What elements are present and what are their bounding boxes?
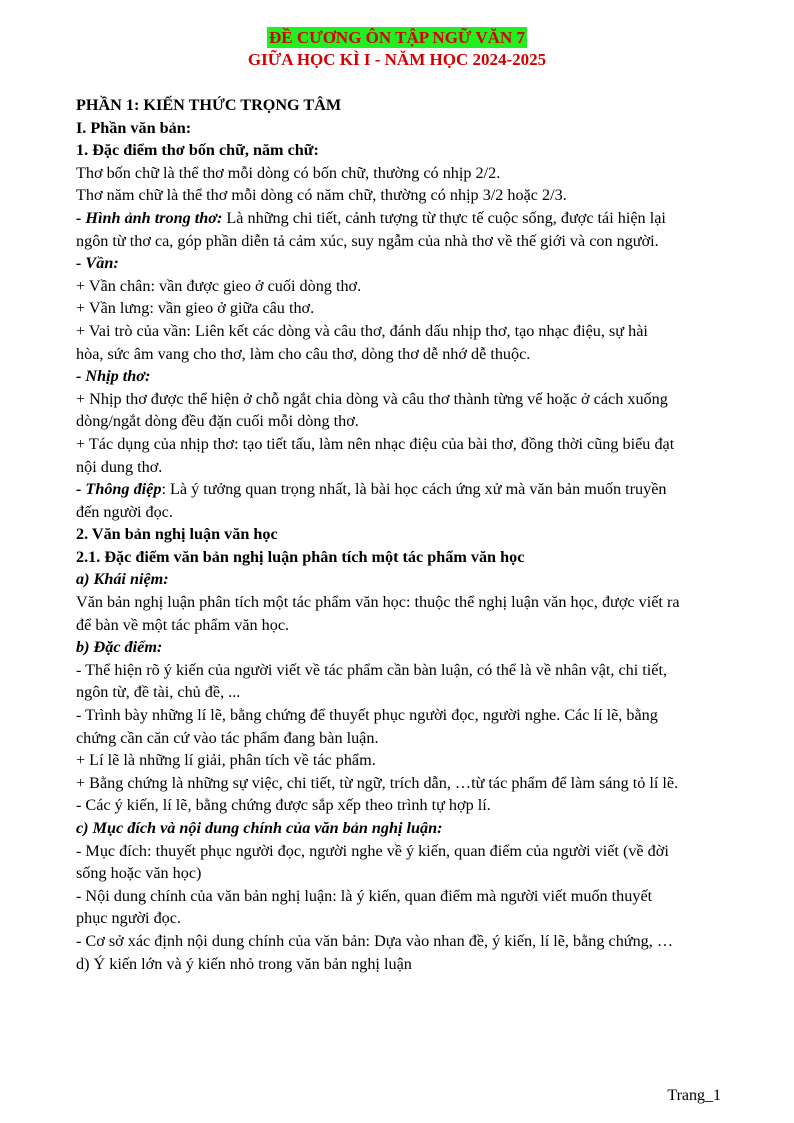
document-header [0,27,794,71]
part-heading: PHẦN 1: KIẾN THỨC TRỌNG TÂM [76,96,342,114]
paragraph-line: + Bằng chứng là những sự việc, chi tiết, từ ngữ, trích dẫn, …từ tác phẩm để làm sáng tỏ lí lẽ. [76,773,679,792]
section-heading: I. Phần văn bản: [76,118,192,137]
term-label: - Vần: [76,254,119,273]
paragraph-line: dòng/ngắt dòng đều đặn cuối mỗi dòng thơ. [76,412,359,431]
term-label: - Thông điệp [76,480,162,499]
paragraph-line: - Các ý kiến, lí lẽ, bằng chứng được sắp xếp theo trình tự hợp lí. [76,796,491,815]
page-number: Trang_1 [667,1087,721,1104]
term-definition: : Là ý tưởng quan trọng nhất, là bài học cách ứng xử mà văn bản muốn truyền [161,480,667,499]
paragraph-line: ngôn từ thơ ca, góp phần diễn tả cảm xúc, suy ngẫm của nhà thơ về thế giới và con người. [76,231,659,250]
subsection-heading: 1. Đặc điểm thơ bốn chữ, năm chữ: [76,141,319,160]
paragraph-line: Văn bản nghị luận phân tích một tác phẩm văn học: thuộc thể nghị luận văn học, được viết ra [76,593,680,612]
term-label: c) Mục đích và nội dung chính của văn bản nghị luận: [76,819,443,837]
paragraph-line: + Vần lưng: vần gieo ở giữa câu thơ. [76,299,315,318]
paragraph-line: - Trình bày những lí lẽ, bằng chứng để thuyết phục người đọc, người nghe. Các lí lẽ, bằng [76,706,658,725]
paragraph-line: + Vần chân: vần được gieo ở cuối dòng thơ. [76,276,362,295]
term-label: b) Đặc điểm: [76,638,163,657]
paragraph-line: d) Ý kiến lớn và ý kiến nhỏ trong văn bản nghị luận [76,954,412,973]
paragraph-line: chứng cần căn cứ vào tác phẩm đang bàn luận. [76,728,379,747]
paragraph-line: hòa, sức âm vang cho thơ, làm cho câu thơ, dòng thơ dễ nhớ dễ thuộc. [76,344,531,363]
document-title: ĐỀ CƯƠNG ÔN TẬP NGỮ VĂN 7 [269,28,525,47]
term-label: - Nhịp thơ: [76,367,151,386]
paragraph-line [76,478,726,501]
paragraph-line: sống hoặc văn học) [76,864,202,883]
paragraph-line: ngôn từ, đề tài, chủ đề, ... [76,683,241,702]
term-label: a) Khái niệm: [76,570,169,589]
paragraph-line: - Cơ sở xác định nội dung chính của văn bản: Dựa vào nhan đề, ý kiến, lí lẽ, bằng chứng, … [76,931,674,950]
paragraph-line [76,207,726,230]
paragraph-line: nội dung thơ. [76,457,163,476]
subsection-heading: 2. Văn bản nghị luận văn học [76,525,278,544]
document-body [76,94,726,975]
paragraph-line: + Nhịp thơ được thể hiện ở chỗ ngắt chia dòng và câu thơ thành từng vế hoặc ở cách xuống [76,389,668,408]
paragraph-line: Thơ năm chữ là thể thơ mỗi dòng có năm chữ, thường có nhịp 3/2 hoặc 2/3. [76,186,567,205]
term-label: - Hình ảnh trong thơ: [76,208,223,227]
paragraph-line: Thơ bốn chữ là thể thơ mỗi dòng có bốn chữ, thường có nhịp 2/2. [76,163,501,182]
term-definition: Là những chi tiết, cảnh tượng từ thực tế cuộc sống, được tái hiện lại [222,208,666,227]
paragraph-line: + Vai trò của vần: Liên kết các dòng và câu thơ, đánh dấu nhịp thơ, tạo nhạc điệu, sự hài [76,321,648,340]
paragraph-line: - Nội dung chính của văn bản nghị luận: là ý kiến, quan điểm mà người viết muốn thuyết [76,886,653,905]
paragraph-line: đến người đọc. [76,502,173,521]
paragraph-line: phục người đọc. [76,909,181,928]
subsection-heading: 2.1. Đặc điểm văn bản nghị luận phân tích một tác phẩm văn học [76,547,525,566]
paragraph-line: + Lí lẽ là những lí giải, phân tích về tác phẩm. [76,751,376,770]
paragraph-line: - Mục đích: thuyết phục người đọc, người nghe về ý kiến, quan điểm của người viết (về đời [76,841,669,860]
paragraph-line: - Thể hiện rõ ý kiến của người viết về tác phẩm cần bàn luận, có thể là về nhân vật, chi tiết, [76,660,668,679]
paragraph-line: để bàn về một tác phẩm văn học. [76,615,290,634]
document-subtitle: GIỮA HỌC KÌ I - NĂM HỌC 2024-2025 [247,50,547,69]
paragraph-line: + Tác dụng của nhịp thơ: tạo tiết tấu, làm nên nhạc điệu của bài thơ, đồng thời cũng biểu đạt [76,434,675,453]
